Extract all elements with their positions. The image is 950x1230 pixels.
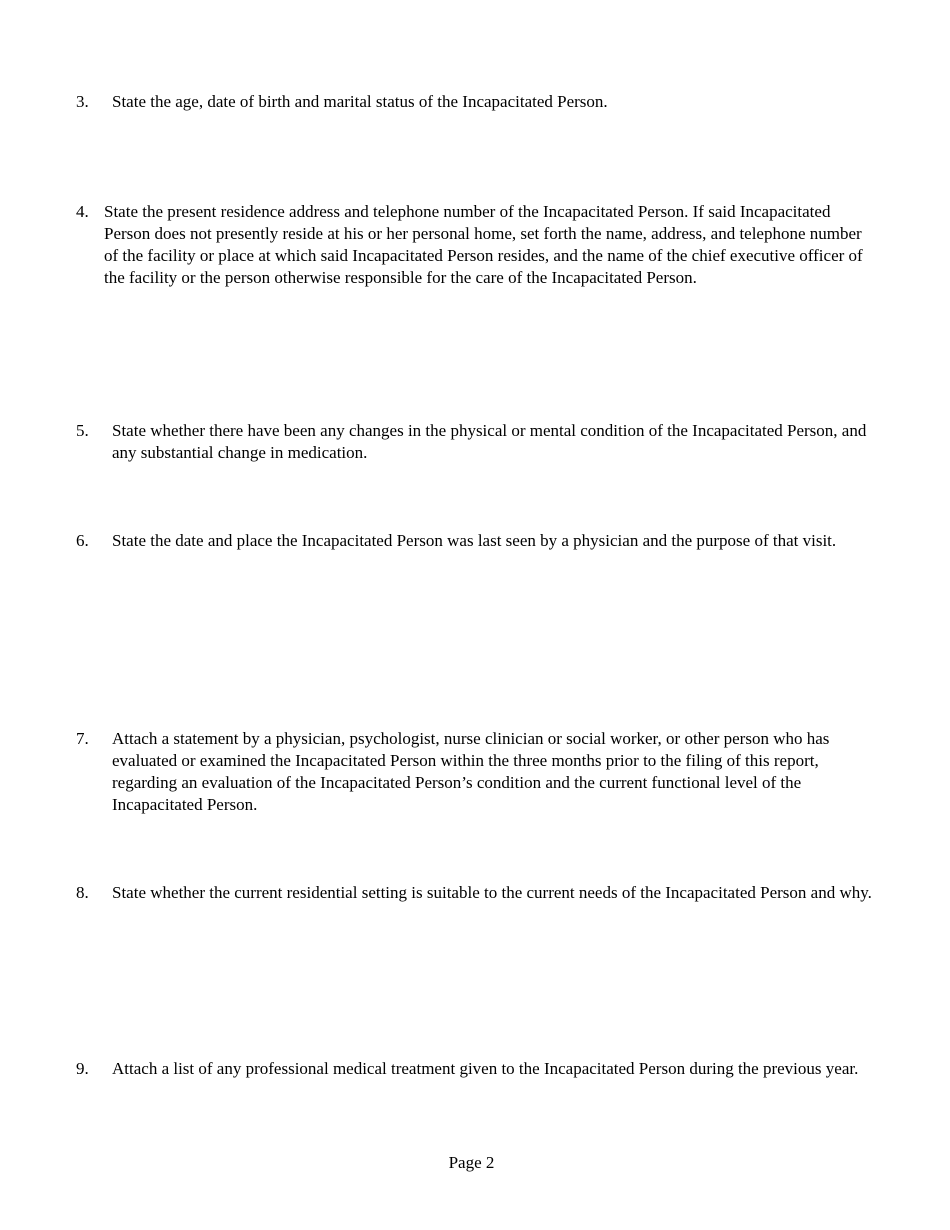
question-text: State the present residence address and telephone number of the Incapacitated Person. If said Incapacitated Person does not presently reside at his or her personal home, set forth the name, address, and telephone number of the facility or place at which said Incapacitated Person resides, and the name of the chief executive officer of the facility or the person otherwise responsible for the care of the Incapacitated Person.	[104, 202, 863, 287]
question-5	[76, 420, 876, 464]
question-number: 5.	[76, 421, 89, 440]
question-number: 4.	[76, 202, 89, 221]
question-number: 3.	[76, 92, 89, 111]
question-9	[76, 1058, 876, 1080]
question-8	[76, 882, 876, 904]
question-number: 9.	[76, 1059, 89, 1078]
page-number: Page 2	[448, 1153, 495, 1172]
question-number: 6.	[76, 531, 89, 550]
question-text: State whether the current residential setting is suitable to the current needs of the Incapacitated Person and why.	[112, 883, 872, 902]
question-text: Attach a list of any professional medical treatment given to the Incapacitated Person during the previous year.	[112, 1059, 859, 1078]
question-text: Attach a statement by a physician, psychologist, nurse clinician or social worker, or other person who has evaluated or examined the Incapacitated Person within the three months prior to the filing of this report, regarding an evaluation of the Incapacitated Person’s condition and the current functional level of the Incapacitated Person.	[112, 729, 830, 814]
question-number: 7.	[76, 729, 89, 748]
question-3	[76, 91, 876, 113]
question-number: 8.	[76, 883, 89, 902]
question-7	[76, 728, 876, 816]
question-text: State the age, date of birth and marital status of the Incapacitated Person.	[112, 92, 608, 111]
question-text: State whether there have been any changes in the physical or mental condition of the Incapacitated Person, and any substantial change in medication.	[112, 421, 867, 462]
question-text: State the date and place the Incapacitated Person was last seen by a physician and the purpose of that visit.	[112, 531, 837, 550]
question-6	[76, 530, 876, 552]
question-4	[76, 201, 876, 289]
